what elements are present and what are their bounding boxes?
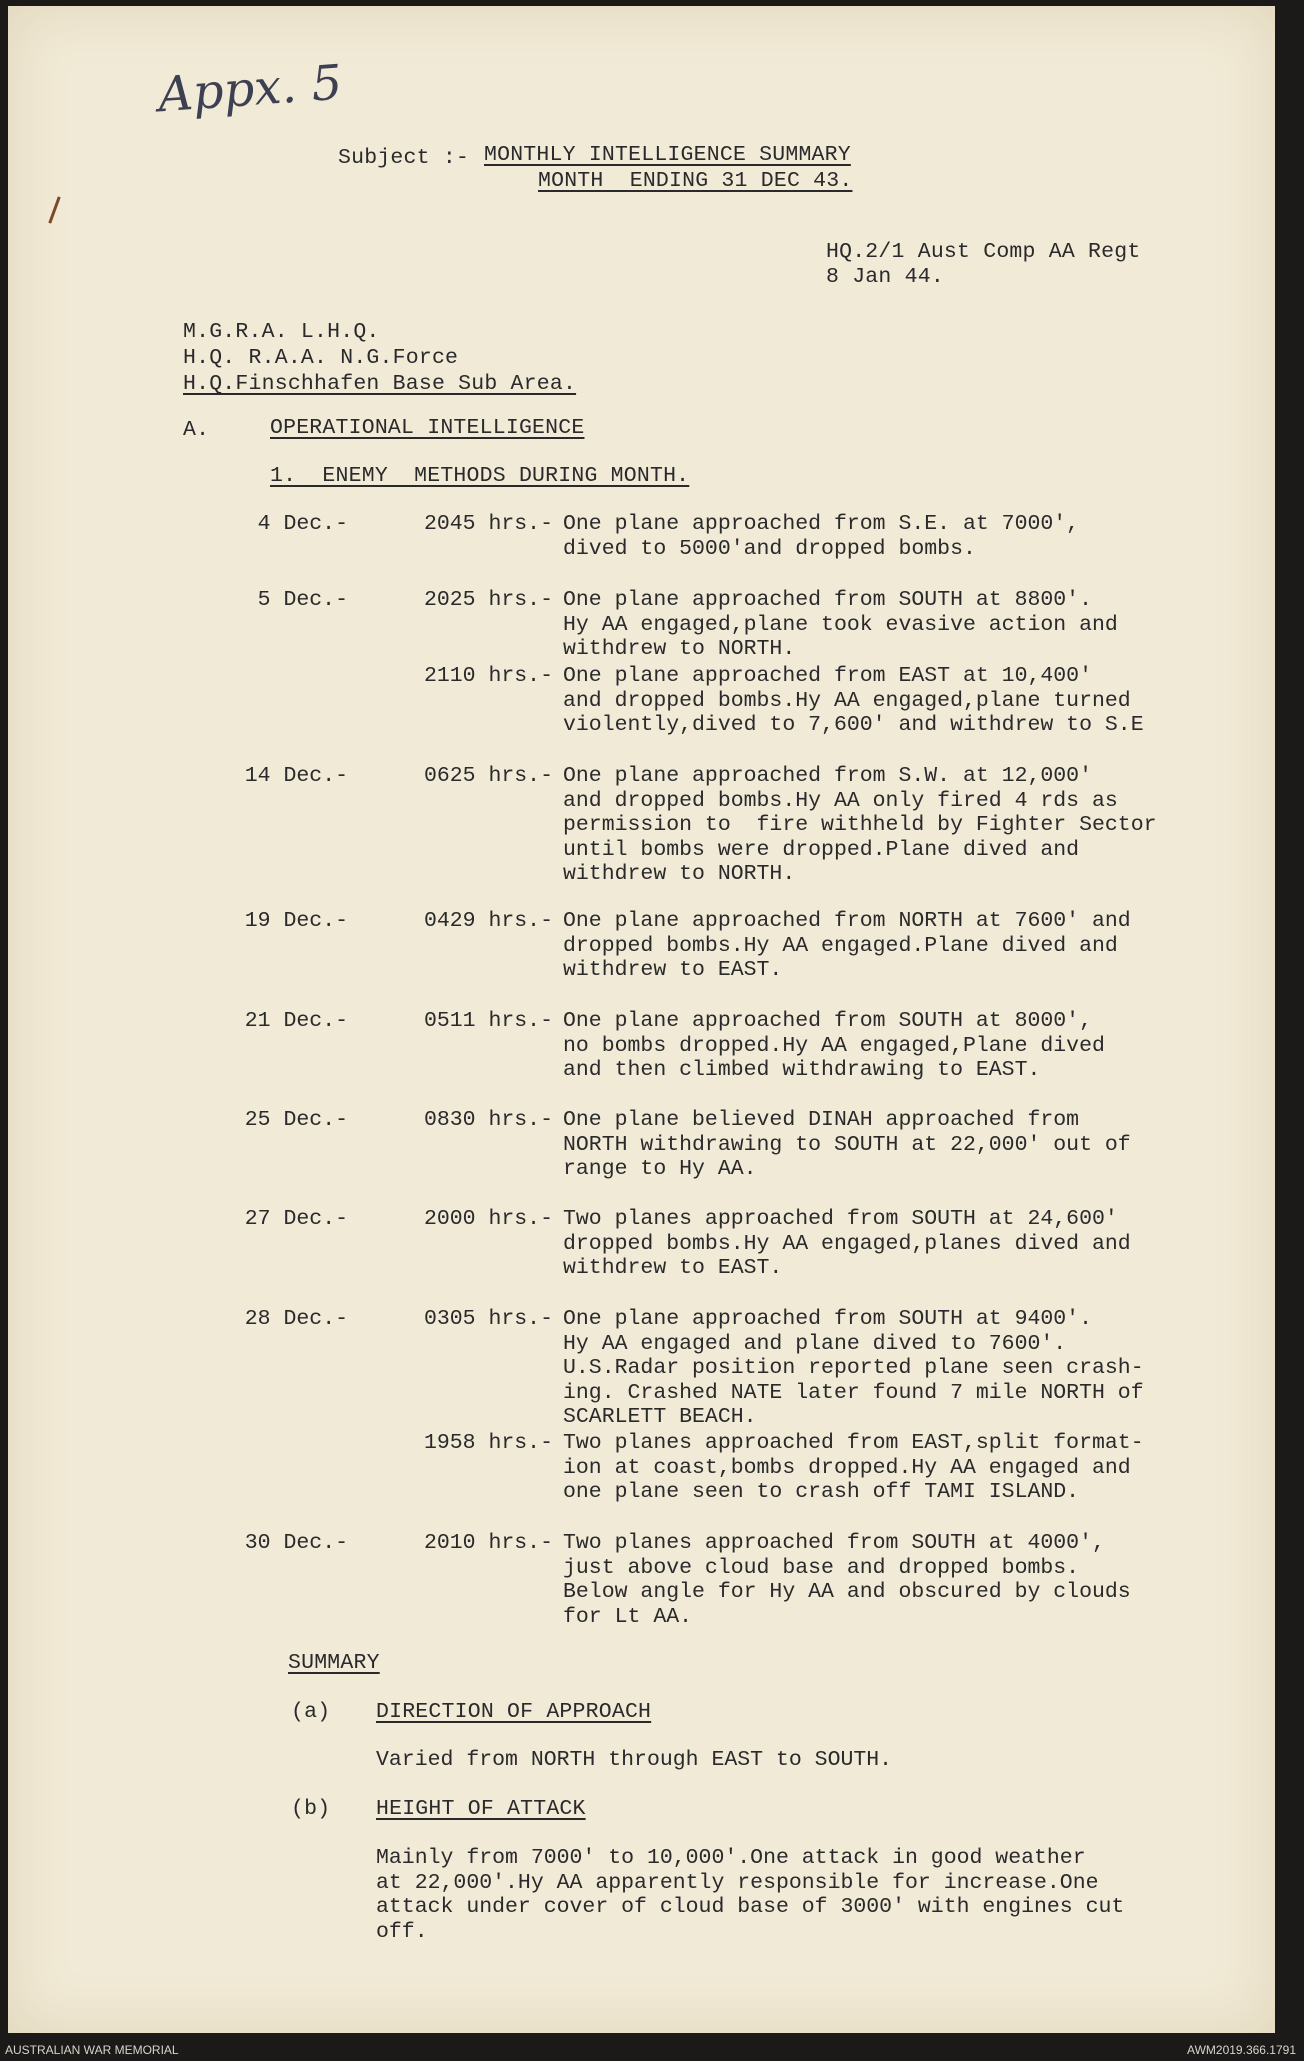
entry-time: 2110 hrs.- [423,664,553,688]
summary-item-a-label: (a) [291,1700,331,1724]
entry-line: withdrew to NORTH. [563,637,796,661]
section-letter: A. [183,418,210,442]
subject-title: MONTHLY INTELLIGENCE SUMMARY [484,143,851,167]
ink-mark [48,196,60,223]
entry-body [563,588,1118,662]
entry-date: 4 Dec.- [257,512,348,536]
entry-line: Two planes approached from SOUTH at 4000', [563,1531,1105,1555]
entry-line: just above cloud base and dropped bombs. [563,1555,1080,1580]
addressee-3: H.Q.Finschhafen Base Sub Area. [183,372,577,396]
subject-subtitle: MONTH ENDING 31 DEC 43. [538,169,853,193]
entry-line: One plane approached from NORTH at 7600' and [563,909,1131,933]
summary-b-line: Mainly from 7000' to 10,000'.One attack in good weather [376,1846,1086,1870]
entry-line: withdrew to EAST. [563,1256,783,1280]
summary-a-line: Varied from NORTH through EAST to SOUTH. [376,1748,893,1772]
entry-line: one plane seen to crash off TAMI ISLAND. [563,1480,1080,1504]
entry-line: and then climbed withdrawing to EAST. [563,1058,1041,1082]
entry-time: 2045 hrs.- [423,512,553,536]
summary-b-line: attack under cover of cloud base of 3000' with engines cut [376,1895,1125,1919]
addressee-1: M.G.R.A. L.H.Q. [183,320,380,344]
entry-line: NORTH withdrawing to SOUTH at 22,000' out of [563,1132,1131,1157]
entry-line: Two planes approached from EAST,split format- [563,1431,1144,1455]
entry-body [563,1207,1131,1281]
entry-body [563,764,1157,887]
summary-item-b-title: HEIGHT OF ATTACK [376,1797,586,1821]
entry-line: dived to 5000'and dropped bombs. [563,536,976,561]
addressee-2: H.Q. R.A.A. N.G.Force [183,346,459,370]
entry-time: 0429 hrs.- [423,909,553,933]
entry-line: withdrew to NORTH. [563,862,796,886]
entry-time: 0511 hrs.- [423,1009,553,1033]
entry-time: 0625 hrs.- [423,764,553,788]
entry-line: and dropped bombs.Hy AA engaged,plane turned [563,688,1131,713]
entry-line: no bombs dropped.Hy AA engaged,Plane dived [563,1033,1105,1058]
entry-line: dropped bombs.Hy AA engaged.Plane dived and [563,933,1118,958]
entry-body [563,1307,1144,1430]
entry-date: 30 Dec.- [244,1531,348,1555]
entry-body [563,1431,1144,1505]
summary-item-a-body [376,1748,892,1773]
entry-line: One plane approached from SOUTH at 8000', [563,1009,1092,1033]
summary-heading: SUMMARY [288,1651,380,1675]
entry-line: permission to fire withheld by Fighter Sector [563,813,1157,837]
entry-time: 1958 hrs.- [423,1431,553,1455]
footer-archive-id: AWM2019.366.1791 [1187,2043,1296,2057]
subsection-title: 1. ENEMY METHODS DURING MONTH. [270,464,690,488]
entry-line: ing. Crashed NATE later found 7 mile NORTH of [563,1380,1144,1405]
section-title: OPERATIONAL INTELLIGENCE [270,416,585,440]
entry-line: One plane approached from S.W. at 12,000' [563,764,1092,788]
entry-date: 28 Dec.- [244,1307,348,1331]
entry-time: 2000 hrs.- [423,1207,553,1231]
from-unit: HQ.2/1 Aust Comp AA Regt [826,240,1141,264]
entry-line: One plane approached from SOUTH at 9400'. [563,1307,1092,1331]
entry-line: U.S.Radar position reported plane seen crash- [563,1356,1144,1380]
entry-line: and dropped bombs.Hy AA only fired 4 rds as [563,788,1118,813]
document-page [8,6,1275,2033]
entry-line: until bombs were dropped.Plane dived and [563,837,1080,862]
subject-label: Subject :- [338,146,470,170]
entry-line: Below angle for Hy AA and obscured by clouds [563,1580,1131,1604]
summary-b-line: at 22,000'.Hy AA apparently responsible for increase.One [376,1870,1099,1895]
entry-date: 19 Dec.- [244,909,348,933]
entry-body [563,1108,1131,1182]
entry-date: 25 Dec.- [244,1108,348,1132]
footer-archive-name: AUSTRALIAN WAR MEMORIAL [5,2043,179,2057]
summary-b-line: off. [376,1919,428,1944]
entry-date: 21 Dec.- [244,1009,348,1033]
entry-body [563,909,1131,983]
entry-line: for Lt AA. [563,1604,693,1629]
entry-line: Hy AA engaged,plane took evasive action and [563,612,1118,637]
entry-body [563,1009,1105,1083]
entry-date: 5 Dec.- [257,588,348,612]
entry-line: ion at coast,bombs dropped.Hy AA engaged and [563,1455,1131,1480]
entry-line: withdrew to EAST. [563,958,783,982]
entry-line: One plane approached from S.E. at 7000', [563,512,1080,536]
entry-date: 27 Dec.- [244,1207,348,1231]
entry-body [563,512,1079,561]
summary-item-b-body [376,1846,1124,1944]
entry-line: violently,dived to 7,600' and withdrew to S.E [563,713,1144,737]
entry-time: 0830 hrs.- [423,1108,553,1132]
from-date: 8 Jan 44. [826,265,944,289]
entry-body [563,1531,1131,1629]
entry-line: Hy AA engaged and plane dived to 7600'. [563,1331,1067,1356]
entry-time: 2025 hrs.- [423,588,553,612]
handwritten-annotation: Appx. 5 [156,54,344,124]
entry-line: Two planes approached from SOUTH at 24,600' [563,1207,1118,1231]
entry-line: SCARLETT BEACH. [563,1405,757,1429]
entry-line: One plane approached from EAST at 10,400' [563,664,1092,688]
entry-time: 0305 hrs.- [423,1307,553,1331]
summary-item-b-label: (b) [291,1797,331,1821]
entry-line: dropped bombs.Hy AA engaged,planes dived and [563,1231,1131,1256]
entry-line: One plane believed DINAH approached from [563,1108,1080,1132]
entry-line: One plane approached from SOUTH at 8800'. [563,588,1092,612]
entry-time: 2010 hrs.- [423,1531,553,1555]
entry-body [563,664,1144,738]
summary-item-a-title: DIRECTION OF APPROACH [376,1700,652,1724]
entry-date: 14 Dec.- [244,764,348,788]
entry-line: range to Hy AA. [563,1157,757,1181]
